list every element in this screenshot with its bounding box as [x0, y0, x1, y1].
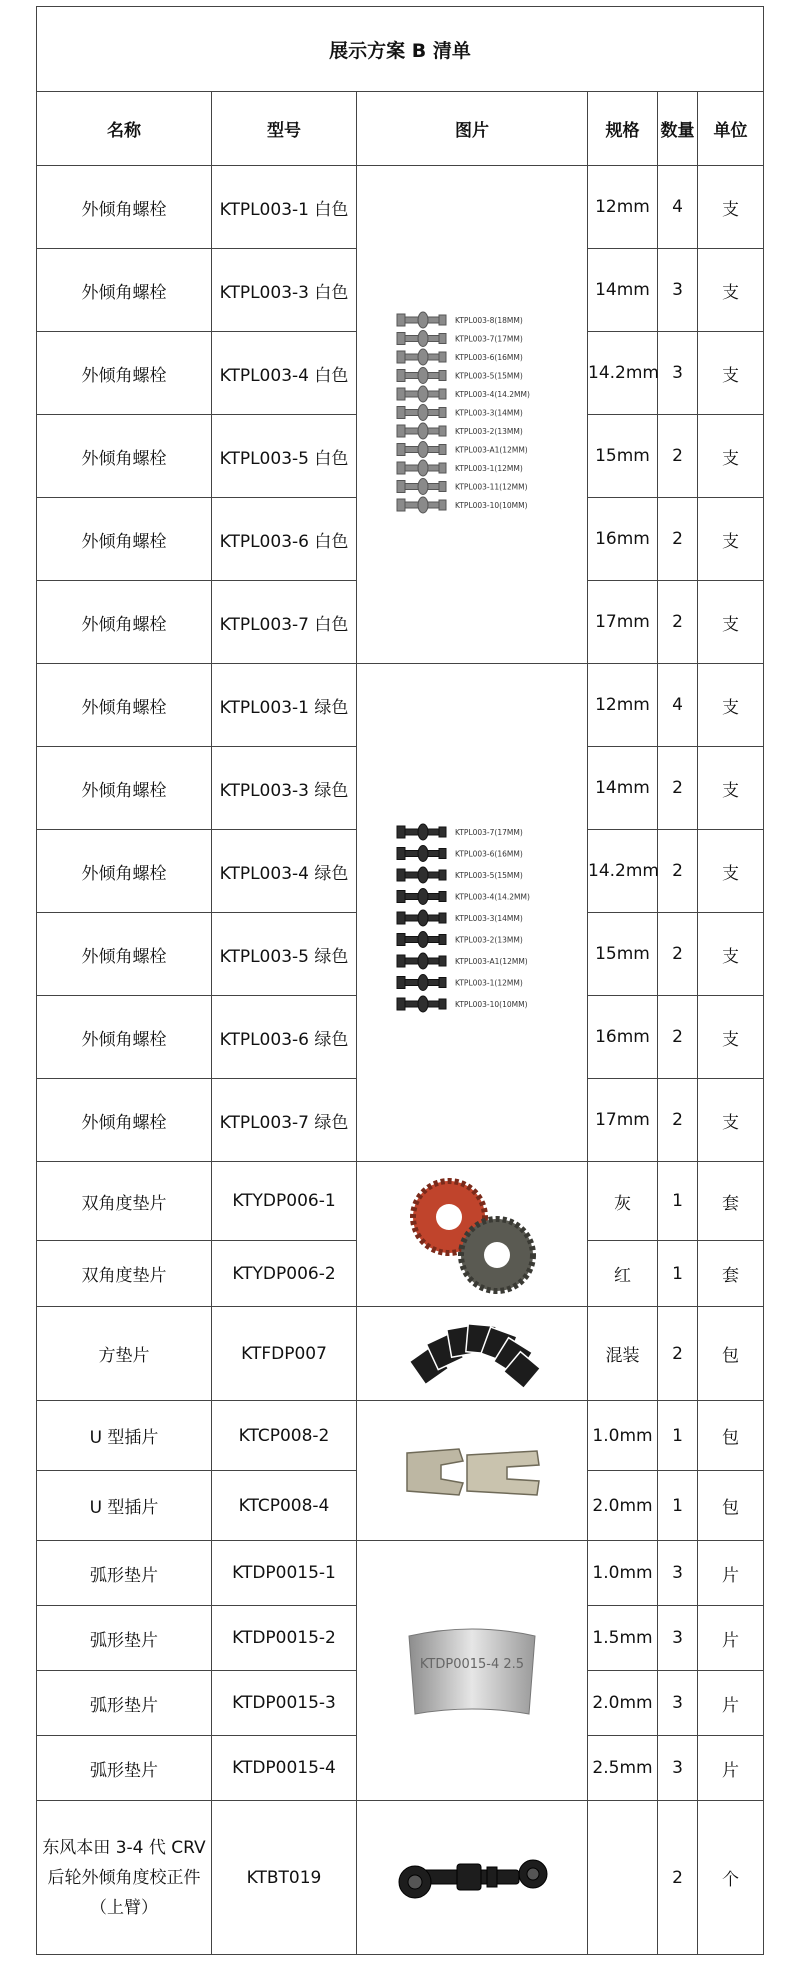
row-model: KTPL003-4 绿色	[212, 830, 357, 913]
arc-shim-icon	[397, 1616, 547, 1726]
row-qty: 2	[658, 913, 698, 996]
row-name: 外倾角螺栓	[37, 581, 212, 664]
row-model: KTPL003-7 绿色	[212, 1079, 357, 1162]
u-insert-icon	[397, 1431, 547, 1511]
bolt-head	[397, 933, 405, 945]
bolt-label: KTPL003-A1(12MM)	[455, 956, 528, 966]
row-spec: 14.2mm	[588, 830, 658, 913]
bolt-washer	[418, 441, 428, 457]
bolt-head	[397, 369, 405, 381]
square-shim-image-cell	[357, 1307, 588, 1401]
row-qty: 3	[658, 332, 698, 415]
row-model: KTBT019	[212, 1801, 357, 1955]
row-model: KTPL003-6 白色	[212, 498, 357, 581]
bolt-nut	[439, 370, 446, 380]
bolt-head	[397, 351, 405, 363]
row-name: 弧形垫片	[37, 1671, 212, 1736]
bolt-washer	[418, 367, 428, 383]
bolt-label: KTPL003-10(10MM)	[455, 500, 528, 510]
row-spec: 17mm	[588, 1079, 658, 1162]
white-bolts-image-cell	[357, 166, 588, 664]
row-spec: 12mm	[588, 166, 658, 249]
row-spec: 14mm	[588, 747, 658, 830]
header-name: 名称	[37, 92, 212, 166]
dark-bolts-image-cell	[357, 664, 588, 1162]
bolt-nut	[439, 891, 446, 901]
row-spec: 1.0mm	[588, 1401, 658, 1471]
row-model: KTDP0015-3	[212, 1671, 357, 1736]
bolt-label: KTPL003-6(16MM)	[455, 849, 523, 858]
table-row	[37, 166, 764, 249]
bolt-nut	[439, 426, 446, 436]
bolt-head	[397, 847, 405, 859]
bolt-nut	[439, 352, 446, 362]
row-qty: 2	[658, 498, 698, 581]
row-spec: 红	[588, 1241, 658, 1307]
bolt-head	[397, 912, 405, 924]
header-unit: 单位	[698, 92, 764, 166]
row-unit: 片	[698, 1671, 764, 1736]
bolt-washer	[418, 974, 428, 990]
bolt-washer	[418, 386, 428, 402]
row-qty: 3	[658, 1671, 698, 1736]
row-name: 外倾角螺栓	[37, 415, 212, 498]
white-bolts-icon	[387, 290, 557, 540]
row-qty: 2	[658, 1079, 698, 1162]
bolt-washer	[418, 478, 428, 494]
bolt-washer	[418, 953, 428, 969]
bolt-nut	[439, 956, 446, 966]
bolt-washer	[418, 404, 428, 420]
row-spec: 15mm	[588, 415, 658, 498]
bolt-nut	[439, 407, 446, 417]
bolt-head	[397, 826, 405, 838]
bolt-head	[397, 869, 405, 881]
row-name: 外倾角螺栓	[37, 332, 212, 415]
bolt-head	[397, 998, 405, 1010]
row-name: 弧形垫片	[37, 1606, 212, 1671]
bolt-nut	[439, 463, 446, 473]
row-unit: 个	[698, 1801, 764, 1955]
row-model: KTPL003-5 白色	[212, 415, 357, 498]
row-name: 外倾角螺栓	[37, 830, 212, 913]
dark-bolts-icon	[387, 788, 557, 1038]
row-name: 东风本田 3-4 代 CRV 后轮外倾角度校正件（上臂）	[37, 1801, 212, 1955]
double-angle-shim-icon	[397, 1169, 547, 1299]
row-qty: 2	[658, 581, 698, 664]
bolt-nut	[439, 500, 446, 510]
row-model: KTDP0015-4	[212, 1736, 357, 1801]
bolt-label: KTPL003-8(18MM)	[455, 315, 523, 325]
row-qty: 1	[658, 1241, 698, 1307]
row-spec: 14.2mm	[588, 332, 658, 415]
bolt-head	[397, 314, 405, 326]
bolt-head	[397, 890, 405, 902]
row-name: 外倾角螺栓	[37, 249, 212, 332]
bolt-washer	[418, 423, 428, 439]
bolt-nut	[439, 389, 446, 399]
row-model: KTFDP007	[212, 1307, 357, 1401]
bolt-label: KTPL003-11(12MM)	[455, 482, 528, 491]
bolt-label: KTPL003-6(16MM)	[455, 352, 523, 362]
row-model: KTDP0015-1	[212, 1541, 357, 1606]
bolt-washer	[418, 867, 428, 883]
bolt-head	[397, 976, 405, 988]
row-qty: 1	[658, 1162, 698, 1241]
table-row	[37, 1801, 764, 1955]
row-name: 外倾角螺栓	[37, 1079, 212, 1162]
bolt-head	[397, 332, 405, 344]
row-unit: 片	[698, 1736, 764, 1801]
row-qty: 4	[658, 664, 698, 747]
bolt-washer	[418, 824, 428, 840]
row-spec: 12mm	[588, 664, 658, 747]
row-qty: 2	[658, 415, 698, 498]
row-spec: 2.5mm	[588, 1736, 658, 1801]
table-row	[37, 1541, 764, 1606]
row-model: KTPL003-5 绿色	[212, 913, 357, 996]
upper-arm-image-cell	[357, 1801, 588, 1955]
u-insert-image-cell	[357, 1401, 588, 1541]
bolt-nut	[439, 481, 446, 491]
bolt-label: KTPL003-3(14MM)	[455, 913, 523, 923]
row-qty: 3	[658, 1541, 698, 1606]
row-qty: 4	[658, 166, 698, 249]
row-spec: 2.0mm	[588, 1671, 658, 1736]
row-model: KTPL003-6 绿色	[212, 996, 357, 1079]
bolt-nut	[439, 999, 446, 1009]
row-model: KTPL003-1 绿色	[212, 664, 357, 747]
bolt-washer	[418, 312, 428, 328]
row-qty: 1	[658, 1401, 698, 1471]
bolt-label: KTPL003-2(13MM)	[455, 935, 523, 944]
row-unit: 片	[698, 1541, 764, 1606]
row-model: KTCP008-4	[212, 1471, 357, 1541]
bolt-washer	[418, 460, 428, 476]
row-model: KTYDP006-1	[212, 1162, 357, 1241]
bolt-label: KTPL003-10(10MM)	[455, 999, 528, 1009]
bolt-nut	[439, 848, 446, 858]
bolt-label: KTPL003-5(15MM)	[455, 870, 523, 880]
bolt-nut	[439, 913, 446, 923]
row-unit: 支	[698, 498, 764, 581]
table-title: 展示方案 B 清单	[37, 7, 764, 92]
bolt-nut	[439, 315, 446, 325]
row-unit: 支	[698, 415, 764, 498]
row-spec: 1.5mm	[588, 1606, 658, 1671]
bolt-nut	[439, 333, 446, 343]
row-qty: 2	[658, 830, 698, 913]
row-qty: 3	[658, 249, 698, 332]
row-name: 外倾角螺栓	[37, 498, 212, 581]
bolt-washer	[418, 330, 428, 346]
header-image: 图片	[357, 92, 588, 166]
row-spec: 16mm	[588, 996, 658, 1079]
row-unit: 支	[698, 332, 764, 415]
row-unit: 支	[698, 249, 764, 332]
bolt-head	[397, 388, 405, 400]
bolt-nut	[439, 827, 446, 837]
square-shim-icon	[397, 1311, 547, 1397]
table-row	[37, 1162, 764, 1241]
bolt-label: KTPL003-7(17MM)	[455, 827, 523, 837]
bolt-label: KTPL003-A1(12MM)	[455, 445, 528, 454]
row-model: KTDP0015-2	[212, 1606, 357, 1671]
bolt-label: KTPL003-1(12MM)	[455, 463, 523, 473]
row-name: 外倾角螺栓	[37, 996, 212, 1079]
bolt-nut	[439, 977, 446, 987]
row-name: U 型插片	[37, 1471, 212, 1541]
bolt-label: KTPL003-4(14.2MM)	[455, 389, 530, 399]
product-list-table	[36, 6, 764, 1955]
row-name: 双角度垫片	[37, 1162, 212, 1241]
header-qty: 数量	[658, 92, 698, 166]
bolt-head	[397, 955, 405, 967]
row-spec: 灰	[588, 1162, 658, 1241]
bolt-head	[397, 462, 405, 474]
row-model: KTYDP006-2	[212, 1241, 357, 1307]
row-qty: 1	[658, 1471, 698, 1541]
row-unit: 支	[698, 166, 764, 249]
arc-shim-stamp: KTDP0015-4 2.5	[419, 1656, 525, 1672]
row-unit: 支	[698, 1079, 764, 1162]
row-model: KTPL003-3 白色	[212, 249, 357, 332]
table-row	[37, 1401, 764, 1471]
bolt-nut	[439, 444, 446, 454]
row-unit: 包	[698, 1471, 764, 1541]
header-spec: 规格	[588, 92, 658, 166]
arc-shim-image-cell	[357, 1541, 588, 1801]
upper-arm-icon	[387, 1838, 557, 1918]
table-row	[37, 1307, 764, 1401]
row-qty: 2	[658, 747, 698, 830]
bolt-washer	[418, 349, 428, 365]
table-row	[37, 664, 764, 747]
row-unit: 支	[698, 747, 764, 830]
row-unit: 片	[698, 1606, 764, 1671]
row-unit: 包	[698, 1401, 764, 1471]
bolt-washer	[418, 996, 428, 1012]
row-name: 外倾角螺栓	[37, 747, 212, 830]
row-name: 外倾角螺栓	[37, 913, 212, 996]
row-spec: 14mm	[588, 249, 658, 332]
bolt-label: KTPL003-3(14MM)	[455, 408, 523, 417]
row-spec: 17mm	[588, 581, 658, 664]
row-unit: 包	[698, 1307, 764, 1401]
double-angle-shim-image-cell	[357, 1162, 588, 1307]
row-unit: 支	[698, 830, 764, 913]
row-spec: 1.0mm	[588, 1541, 658, 1606]
bolt-head	[397, 406, 405, 418]
bolt-label: KTPL003-7(17MM)	[455, 334, 523, 343]
row-unit: 支	[698, 996, 764, 1079]
row-name: 外倾角螺栓	[37, 664, 212, 747]
bolt-washer	[418, 931, 428, 947]
bolt-washer	[418, 888, 428, 904]
row-model: KTPL003-3 绿色	[212, 747, 357, 830]
bolt-label: KTPL003-2(13MM)	[455, 426, 523, 436]
row-unit: 套	[698, 1241, 764, 1307]
bolt-head	[397, 443, 405, 455]
header-model: 型号	[212, 92, 357, 166]
bolt-head	[397, 480, 405, 492]
bolt-nut	[439, 934, 446, 944]
bolt-nut	[439, 870, 446, 880]
bolt-label: KTPL003-5(15MM)	[455, 371, 523, 380]
row-model: KTPL003-1 白色	[212, 166, 357, 249]
row-spec	[588, 1801, 658, 1955]
row-qty: 3	[658, 1736, 698, 1801]
row-qty: 2	[658, 1801, 698, 1955]
row-unit: 支	[698, 664, 764, 747]
bolt-head	[397, 499, 405, 511]
row-spec: 混装	[588, 1307, 658, 1401]
bolt-washer	[418, 845, 428, 861]
bolt-label: KTPL003-4(14.2MM)	[455, 892, 530, 901]
row-name: 弧形垫片	[37, 1541, 212, 1606]
row-spec: 15mm	[588, 913, 658, 996]
bolt-label: KTPL003-1(12MM)	[455, 978, 523, 987]
row-name: 方垫片	[37, 1307, 212, 1401]
row-model: KTCP008-2	[212, 1401, 357, 1471]
row-name: 弧形垫片	[37, 1736, 212, 1801]
row-qty: 2	[658, 1307, 698, 1401]
row-name: 外倾角螺栓	[37, 166, 212, 249]
bolt-washer	[418, 910, 428, 926]
row-name: U 型插片	[37, 1401, 212, 1471]
row-unit: 支	[698, 913, 764, 996]
row-unit: 支	[698, 581, 764, 664]
row-spec: 2.0mm	[588, 1471, 658, 1541]
row-unit: 套	[698, 1162, 764, 1241]
row-qty: 2	[658, 996, 698, 1079]
row-name: 双角度垫片	[37, 1241, 212, 1307]
bolt-washer	[418, 497, 428, 513]
row-spec: 16mm	[588, 498, 658, 581]
row-model: KTPL003-4 白色	[212, 332, 357, 415]
bolt-head	[397, 425, 405, 437]
row-model: KTPL003-7 白色	[212, 581, 357, 664]
row-qty: 3	[658, 1606, 698, 1671]
